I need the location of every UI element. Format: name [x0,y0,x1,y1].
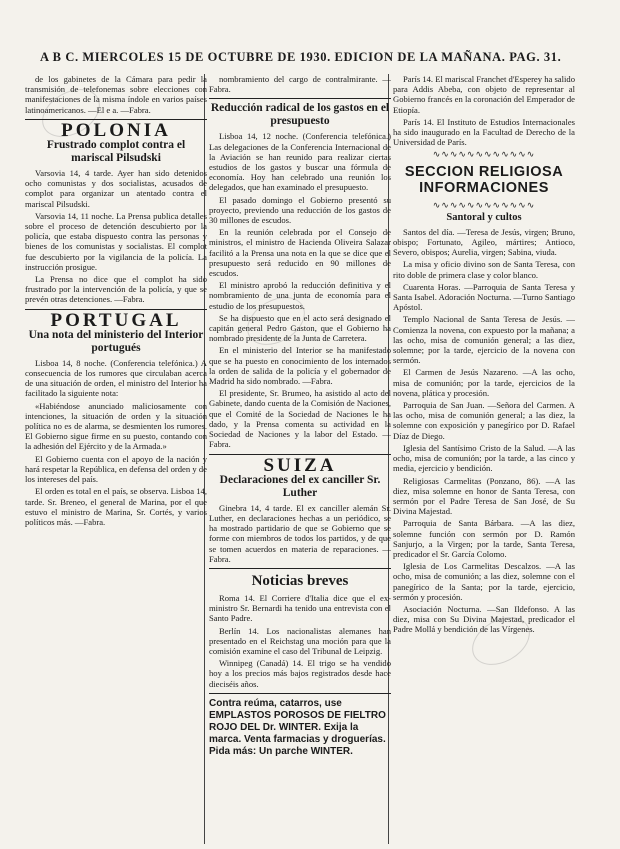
article-text: Winnipeg (Canadá) 14. El trigo se ha vendido hoy a los precios más bajos registrados desde hace dieciséis años. [209,658,391,689]
section-heading-religiosa: SECCION RELIGIOSA INFORMACIONES [404,163,564,196]
article-text: En el ministerio del Interior se ha manifestado que se ha puesto en conocimiento de los internados la orden de salida de la policía y el gobernador de Madrid ha sido nombrado. —Fabra. [209,345,391,387]
section-heading-polonia: POLONIA [61,119,171,141]
advertisement: Contra reúma, catarros, use EMPLASTOS POROSOS DE FIELTRO ROJO DEL Dr. WINTER. Exija la marca. Venta farmacias y droguerías. Pida más: Un parche WINTER. [209,697,386,757]
divider [209,568,391,569]
article-text: Iglesia del Santísimo Cristo de la Salud. —A las ocho, misa de comunión; por la tarde, a las cinco y media, ejercicio y bendición. [393,442,575,474]
article-text: Varsovia 14, 4 tarde. Ayer han sido detenidos ocho comunistas y dos socialistas, acusados de complot para organizar un atentado contra el mariscal Pilsudski. [25,168,207,209]
article-text: Berlín 14. Los nacionalistas alemanes han presentado en el Reichstag una moción para que la comisión examine el caso del Tribunal de Leipzig. [209,625,391,656]
article-text: de los gabinetes de la Cámara para pedir la transmisión de telefonemas sobre elecciones con manifestaciones de la misma índole en varios países latinoamericanos. —El e a. —Fabra. [25,74,207,115]
article-title: Santoral y cultos [446,211,522,223]
article-text: Parroquia de San Juan. —Señora del Carmen. A las ocho, misa de comunión general; a las diez, la solemne con exposición y panegírico por D. Rafael Díaz de Diego. [393,400,575,441]
article-text: Lisboa 14, 8 noche. (Conferencia telefónica.) A consecuencia de los rumores que circulaban acerca de una situación de orden, el ministro del Interior ha facilitado la siguiente nota: [25,357,207,399]
article-text: El Gobierno cuenta con el apoyo de la nación y hará respetar la República, en defensa del orden y de los intereses del país. [25,453,207,485]
ornament-rule: ∿∿∿∿∿∿∿∿∿∿∿∿ [432,199,536,210]
article-title: Noticias breves [251,572,349,589]
article-text: París 14. El mariscal Franchet d'Esperey ha salido para Addis Abeba, con objeto de representar al Gobierno francés en la coronación del Emperador de Etiopía. [393,74,575,115]
column-middle [209,74,391,844]
article-text: En la reunión celebrada por el Consejo de ministros, el ministro de Hacienda Oliveira Salazar facilitó a la Prensa una nota en la que se dice que el presupuesto será reducido en 90 millones de escudos. [209,227,391,279]
article-text: El Carmen de Jesús Nazareno. —A las ocho, misa de comunión; por la tarde, ejercicios de la novena, plática y procesión. [393,367,575,398]
article-text: nombramiento del cargo de contralmirante. —Fabra. [209,74,391,95]
article-text: La Prensa no dice que el complot ha sido frustrado por la intervención de la policía, y que se prevén otras detenciones. —Fabra. [25,274,207,305]
article-text: Se ha dispuesto que en el acto será designado el capitán general Pedro Gaston, que el Gobierno ha nombrado presidente de la Junta de Carretera. [209,312,391,344]
article-text: Ginebra 14, 4 tarde. El ex canciller alemán Sr. Luther, en declaraciones hechas a un periódico, se ha mostrado partidario de que se Gobierno que se forme con miembros de todos los partidos, y de que se tomen acuerdos en materia de reparaciones. —Fabra. [209,502,391,564]
column-right [393,74,575,844]
ornament-rule: ∿∿∿∿∿∿∿∿∿∿∿∿ [432,149,536,160]
article-text: Religiosas Carmelitas (Ponzano, 86). —A las diez, misa solemne en honor de Santa Teresa, con sermón por el Padre Teresa de San José, de Su Divina Majestad. [393,475,575,517]
article-text: Cuarenta Horas. —Parroquia de Santa Teresa y Santa Isabel. Adoración Nocturna. —Turno Santiago Apóstol. [393,281,575,313]
article-text: El pasado domingo el Gobierno presentó su proyecto, previendo una reducción de los gastos de 30 millones de escudos. [209,194,391,226]
article-text: Santos del día. —Teresa de Jesús, virgen; Bruno, obispo; Fortunato, Agileo, mártires; Antioco, Severo, obispos; Aurelia, virgen; Sabina, viuda. [393,226,575,258]
article-text: Parroquia de Santa Bárbara. —A las diez, solemne función con sermón por D. Ramón Sanjurjo, a la Virgen; por la tarde, Santa Teresa, predicador el Sr. García Colomo. [393,518,575,559]
article-text: Lisboa 14, 12 noche. (Conferencia telefónica.) Las delegaciones de la Conferencia Internacional de la Aviación se han reunido para realizar ciertas estudios de los gastos y buscar una fórmula de economía. Hoy han celebrado una reunión los delegados, que han examinado el presupuesto. [209,131,391,193]
article-title: Reducción radical de los gastos en el presupuesto [210,102,390,128]
article-text: París 14. El Instituto de Estudios Internacionales ha sido inaugurado en la Facultad de Derecho de la Universidad de París. [393,116,575,148]
section-heading-portugal: PORTUGAL [50,309,182,331]
article-title: Frustrado complot contra el mariscal Pilsudski [46,139,186,165]
article-text: El orden es total en el país, se observa. Lisboa 14, tarde. Sr. Breneo, el general de Marina, por el que estuvo el ministro de Marina, Sr. Cortés, y varios políticos más. —Fabra. [25,486,207,527]
column-left [25,74,207,844]
article-text: «Habiéndose anunciado maliciosamente con intenciones, la situación de orden y la situación política no es de alarma, se desmienten los rumores. El Gobierno sigue firme en su puesto, contando con la adhesión del Ejército y de la Armada.» [25,400,207,452]
running-head: A B C. MIERCOLES 15 DE OCTUBRE DE 1930. EDICION DE LA MAÑANA. PAG. 31. [40,50,562,64]
article-text: Varsovia 14, 11 noche. La Prensa publica detalles sobre el proceso de detención descubierto por la policía, que estaba dispuesto contra las personas y bienes de los comunistas y socialistas. El complot fue descubierto por la vigilancia de la policía. La instrucción prosigue. [25,210,207,272]
section-heading-suiza: SUIZA [263,454,337,476]
article-text: Asociación Nocturna. —San Ildefonso. A las diez, misa con Su Divina Majestad, predicador el Padre Mollá y bendición de las Vírgenes. [393,603,575,635]
article-title: Declaraciones del ex canciller Sr. Luther [219,473,381,499]
divider [209,693,391,694]
divider [209,98,391,99]
article-title: Una nota del ministerio del Interior portugués [28,328,204,354]
article-text: La misa y oficio divino son de Santa Teresa, con rito doble de primera clase y color blanco. [393,259,575,280]
article-text: Roma 14. El Corriere d'Italia dice que el ex-ministro Sr. Bernardi ha tenido una entrevista con el Santo Padre. [209,592,391,624]
article-text: Iglesia de Los Carmelitas Descalzos. —A las ocho, misa de comunión; a las diez, solemne con el panegírico de la Santa; por la tarde, ejercicio, sermón y procesión. [393,561,575,602]
article-text: El presidente, Sr. Brumeo, ha asistido al acto del Gabinete, dando cuenta de la Comisión de Naciones, que el Comité de la Sociedad de Naciones le ha dado, y la Prensa comenta su actividad en la Sociedad de Naciones y la labor del Estado. —Fabra. [209,388,391,450]
article-text: El ministro aprobó la reducción definitiva y el nombramiento de una junta de economía para el estudio de los presupuestos. [209,280,391,311]
article-text: Templo Nacional de Santa Teresa de Jesús. —Comienza la novena, con expuesto por la mañana; a las ocho, misa de comunión general; a las diez, solemne; por la tarde, ejercicio de la novena con sermón. [393,314,575,366]
